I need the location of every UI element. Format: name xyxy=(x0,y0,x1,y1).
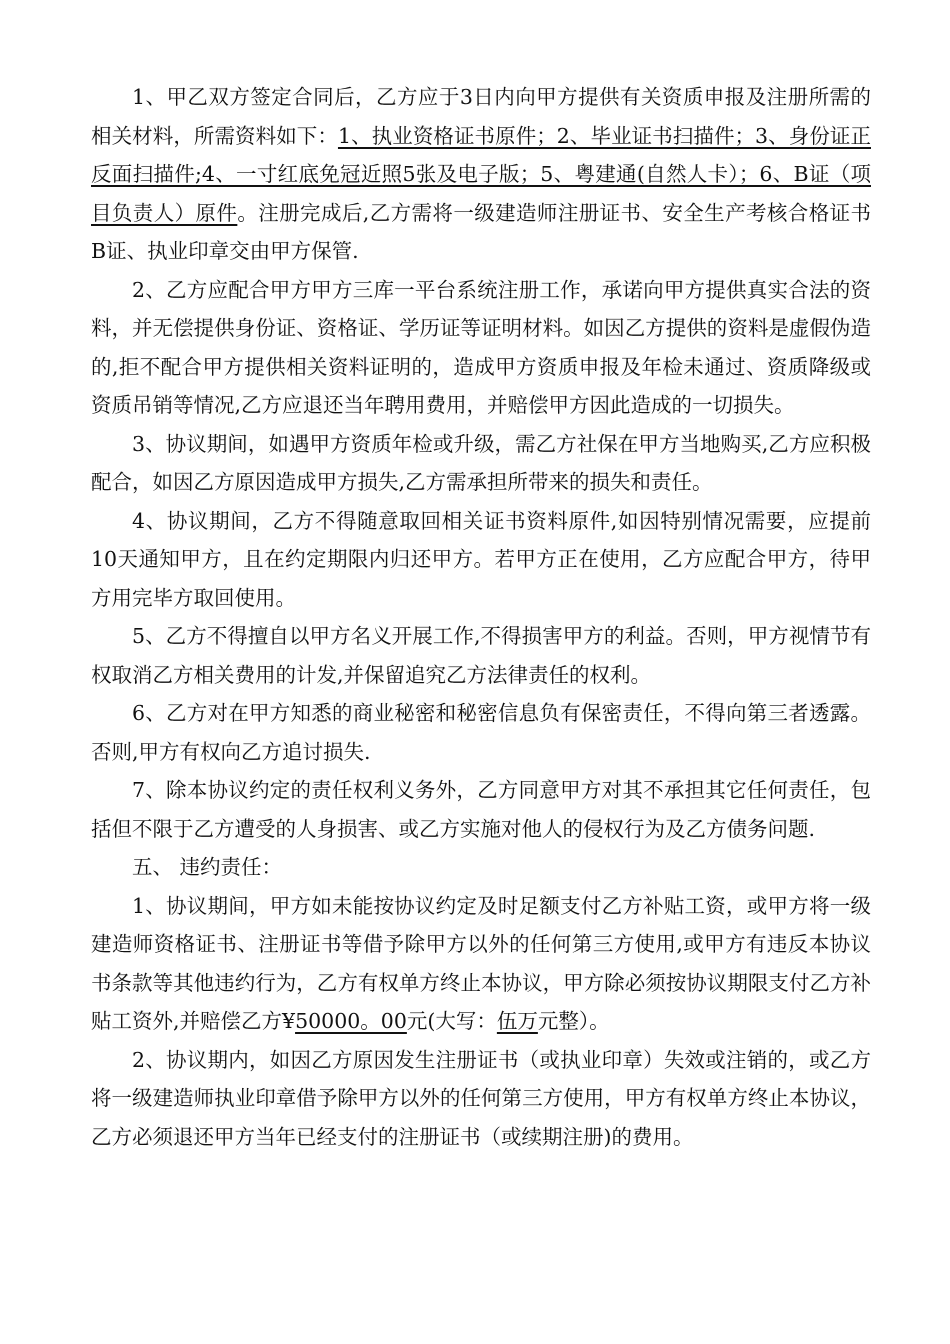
breach-clause-1 xyxy=(91,887,871,1041)
clause-2: 2、乙方应配合甲方甲方三库一平台系统注册工作，承诺向甲方提供真实合法的资料，并无偿提供身份证、资格证、学历证等证明材料。如因乙方提供的资料是虚假伪造的,拒不配合甲方提供相关资料证明的，造成甲方资质申报及年检未通过、资质降级或资质吊销等情况,乙方应退还当年聘用费用，并赔偿甲方因此造成的一切损失。 xyxy=(91,277,871,417)
breach-clause-2: 2、协议期内，如因乙方原因发生注册证书（或执业印章）失效或注销的，或乙方将一级建造师执业印章借予除甲方以外的任何第三方使用，甲方有权单方终止本协议，乙方必须退还甲方当年已经支付的注册证书（或续期注册)的费用。 xyxy=(91,1047,871,1149)
section-heading-breach-liability: 五、 违约责任： xyxy=(132,855,283,879)
clause-4: 4、协议期间，乙方不得随意取回相关证书资料原件,如因特别情况需要，应提前10天通知甲方，且在约定期限内归还甲方。若甲方正在使用，乙方应配合甲方，待甲方用完毕方取回使用。 xyxy=(91,508,871,610)
required-materials-list: 1、执业资格证书原件；2、毕业证书扫描件；3、身份证正反面扫描件;4、一寸红底免冠近照5张及电子版；5、粤建通(自然人卡）；6、B证（项目负责人）原件 xyxy=(91,123,871,225)
document-page xyxy=(91,78,871,1156)
clause-1-text: 1、甲乙双方签定合同后，乙方应于3日内向甲方提供有关资质申报及注册所需的相关材料，所需资料如下： xyxy=(91,85,871,148)
clause-7: 7、除本协议约定的责任权利义务外，乙方同意甲方对其不承担其它任何责任，包括但不限于乙方遭受的人身损害、或乙方实施对他人的侵权行为及乙方债务问题. xyxy=(91,778,871,841)
compensation-amount-words: 伍万 xyxy=(496,1009,538,1033)
clause-1-tail: 。注册完成后,乙方需将一级建造师注册证书、安全生产考核合格证书B证、执业印章交由甲方保管. xyxy=(91,200,872,263)
breach-clause-1-text: 1、协议期间，甲方如未能按协议约定及时足额支付乙方补贴工资，或甲方将一级建造师资格证书、注册证书等借予除甲方以外的任何第三方使用,或甲方有违反本协议书条款等其他违约行为，乙方有权单方终止本协议，甲方除必须按协议期限支付乙方补贴工资外,并赔偿乙方¥ xyxy=(91,893,871,1033)
clause-6: 6、乙方对在甲方知悉的商业秘密和秘密信息负有保密责任，不得向第三者透露。否则,甲方有权向乙方追讨损失. xyxy=(91,701,871,764)
breach-clause-1-mid: 元(大写： xyxy=(406,1009,497,1033)
breach-clause-1-tail: 元整）。 xyxy=(537,1009,610,1033)
clause-3: 3、协议期间，如遇甲方资质年检或升级，需乙方社保在甲方当地购买,乙方应积极配合，如因乙方原因造成甲方损失,乙方需承担所带来的损失和责任。 xyxy=(91,431,871,494)
clause-5: 5、乙方不得擅自以甲方名义开展工作,不得损害甲方的利益。否则，甲方视情节有权取消乙方相关费用的计发,并保留追究乙方法律责任的权利。 xyxy=(91,624,871,687)
compensation-amount: 50000。00 xyxy=(295,1009,407,1033)
clause-1 xyxy=(91,78,871,271)
